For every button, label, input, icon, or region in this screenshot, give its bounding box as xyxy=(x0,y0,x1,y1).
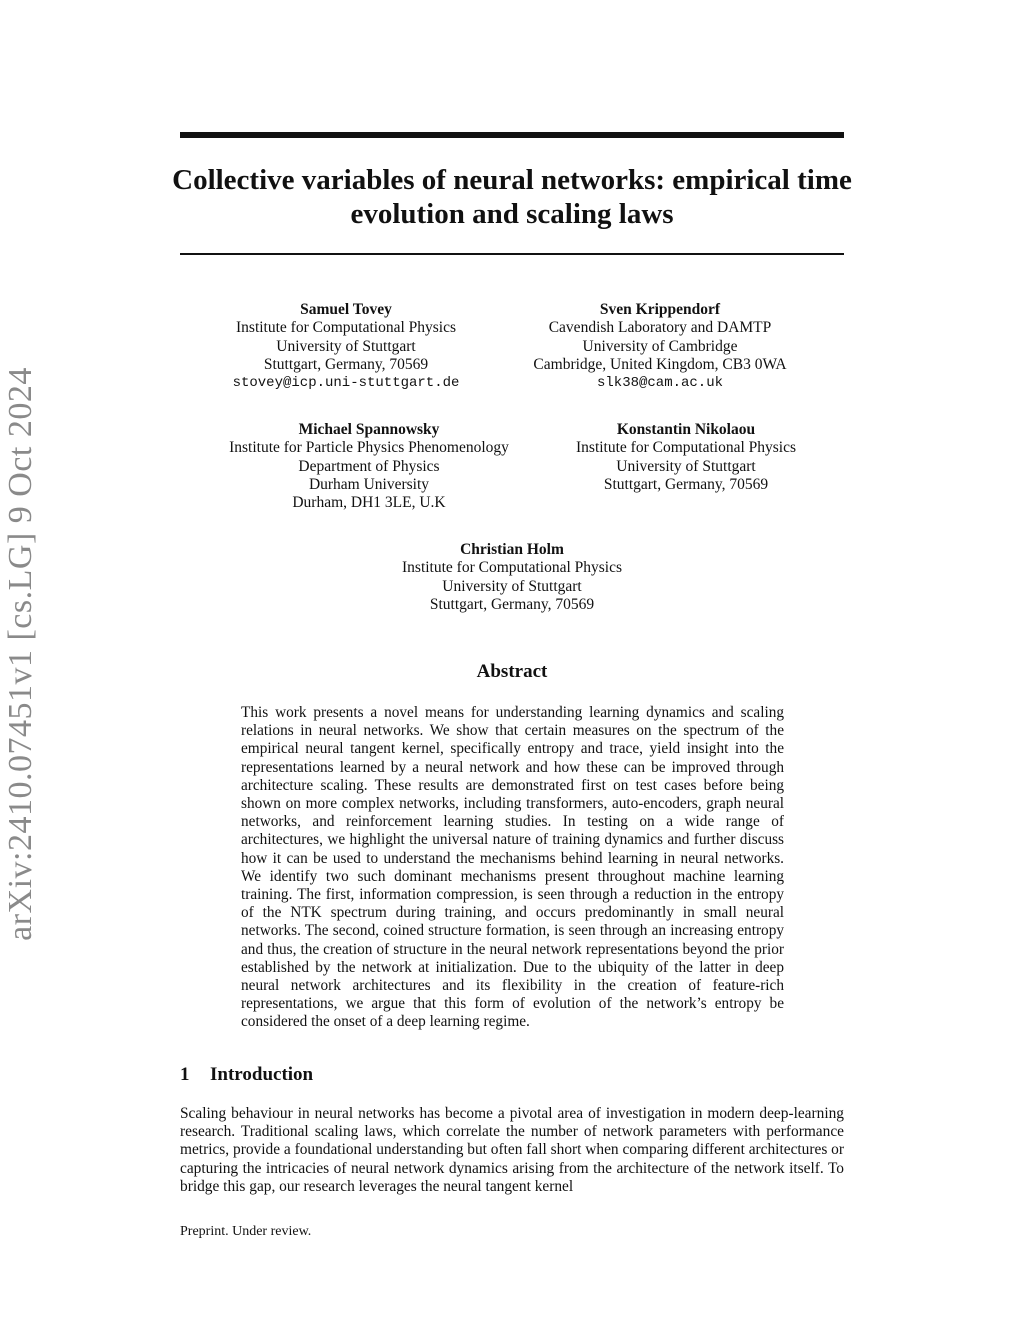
author-affiliation: University of Stuttgart xyxy=(276,337,416,355)
author-name: Konstantin Nikolaou xyxy=(616,421,756,438)
author-email[interactable]: stovey@icp.uni-stuttgart.de xyxy=(232,375,460,392)
introduction-text: Scaling behaviour in neural networks has become a pivotal area of investigation in modern deep-learning research. Traditional scaling laws, which correlate the number of network parameters with performance metrics, provide a foundational understanding but often fall short when comparing different architectures or capturing the intricacies of neural network dynamics arising from the architecture of the network itself. To bridge this gap, our research leverages the neural tangent kernel xyxy=(180,1105,844,1195)
author-affiliation: Institute for Particle Physics Phenomenology xyxy=(229,439,509,457)
author-affiliation: Department of Physics xyxy=(298,457,440,475)
author-affiliation: Institute for Computational Physics xyxy=(236,319,456,337)
author-affiliation: Durham University xyxy=(308,475,430,493)
abstract-text: This work presents a novel means for understanding learning dynamics and scaling relations in neural networks. We show that certain measures on the spectrum of the empirical neural tangent kernel, specifically entropy and trace, yield insight into the representations learned by a neural network and how these can be improved through architecture scaling. These results are demonstrated first on test cases before being shown on more complex networks, including transformers, auto-encoders, graph neural networks, and reinforcement learning studies. In testing on a wide range of architectures, we highlight the universal nature of training dynamics and further discuss how it can be used to understand the mechanisms behind learning in neural networks. We identify two such dominant mechanisms present throughout machine learning training. The first, information compression, is seen through a reduction in the entropy of the NTK spectrum during training, and occurs predominantly in small neural networks. The second, coined structure formation, is seen through an increasing entropy and thus, the creation of structure in the neural network representations beyond the prior established by the network at initialization. Due to the ubiquity of the latter in deep neural network architectures and its flexibility in the creation of feature-rich representations, we argue that this form of evolution of the network’s entropy be considered the onset of a deep learning regime. xyxy=(241,704,784,1031)
author-affiliation: Cavendish Laboratory and DAMTP xyxy=(548,319,772,337)
title-top-rule xyxy=(180,132,844,138)
title-bottom-rule xyxy=(180,253,844,255)
author-address: Durham, DH1 3LE, U.K xyxy=(292,494,446,512)
section-title: Introduction xyxy=(210,1064,314,1085)
author-affiliation: Institute for Computational Physics xyxy=(576,439,796,457)
author-block-3 xyxy=(229,421,509,512)
author-address: Stuttgart, Germany, 70569 xyxy=(603,475,769,493)
section-heading xyxy=(180,1064,313,1086)
author-name: Samuel Tovey xyxy=(300,301,392,318)
author-name: Christian Holm xyxy=(460,541,564,558)
author-email[interactable]: slk38@cam.ac.uk xyxy=(596,375,724,392)
author-name: Michael Spannowsky xyxy=(298,421,440,438)
abstract-heading: Abstract xyxy=(476,661,548,682)
author-affiliation: Institute for Computational Physics xyxy=(402,559,622,577)
author-block-2 xyxy=(533,301,786,392)
author-address: Stuttgart, Germany, 70569 xyxy=(263,355,429,373)
author-address: Cambridge, United Kingdom, CB3 0WA xyxy=(533,355,787,373)
author-block-4 xyxy=(576,421,796,494)
author-affiliation: University of Stuttgart xyxy=(616,457,756,475)
author-block-5 xyxy=(402,541,622,614)
author-affiliation: University of Stuttgart xyxy=(442,577,582,595)
author-name: Sven Krippendorf xyxy=(599,301,721,318)
section-number: 1 xyxy=(180,1064,190,1085)
author-address: Stuttgart, Germany, 70569 xyxy=(429,595,595,613)
arxiv-identifier-text: arXiv:2410.07451v1 [cs.LG] 9 Oct 2024 xyxy=(2,367,39,941)
author-affiliation: University of Cambridge xyxy=(582,337,738,355)
preprint-footnote: Preprint. Under review. xyxy=(180,1224,312,1239)
author-block-1 xyxy=(233,301,460,392)
paper-title: Collective variables of neural networks: empirical time evolution and scaling laws xyxy=(172,164,852,230)
